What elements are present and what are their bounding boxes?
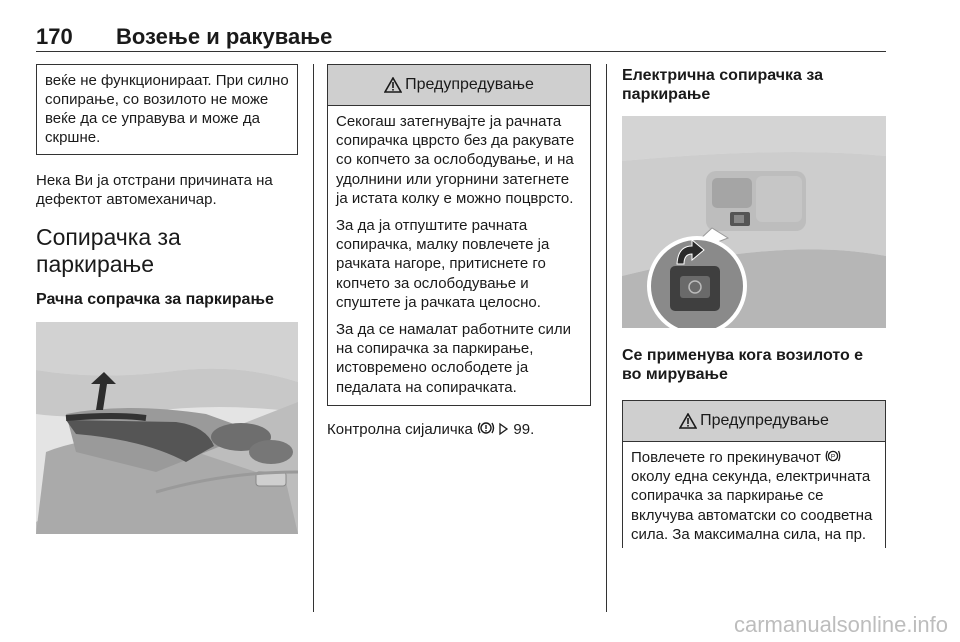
warning-text: Повлечете го прекинувачот (631, 449, 821, 466)
control-light-reference (327, 420, 591, 439)
stationary-subheading: Се применува кога возилото е во мирување (622, 347, 864, 383)
svg-text:P: P (830, 453, 836, 461)
reference-page: 99. (513, 420, 535, 438)
warning-box-electric (622, 400, 886, 548)
handbrake-photo (36, 322, 298, 534)
warning-paragraph: За да се намалат работните сили на сопирачка за паркирање, истовремено ослободете ја педалата на сопирачката. (336, 321, 571, 396)
page-title: Возење и ракување (116, 24, 333, 49)
column-2 (327, 64, 591, 439)
warning-body (328, 106, 590, 405)
electric-brake-photo (622, 116, 886, 328)
warning-title: Предупредување (700, 412, 829, 429)
handbrake-subheading: Рачна сопрачка за паркирање (36, 291, 274, 308)
warning-triangle-icon (679, 413, 697, 429)
column-divider-2 (606, 64, 607, 612)
page-header (36, 22, 886, 52)
warning-header (328, 65, 590, 106)
warning-body (623, 442, 885, 548)
parking-brake-switch-icon (825, 448, 841, 464)
watermark: carmanualsonline.info (733, 612, 948, 637)
continued-text-box (36, 64, 298, 155)
repair-paragraph: Нека Ви ја отстрани причината на дефектот автомеханичар. (36, 172, 273, 208)
warning-text-continued: околу една секунда, електричната сопирачка за паркирање се вклучува автоматски со соодветна сила. За максимална сила, на пр. (631, 468, 873, 543)
column-divider-1 (313, 64, 314, 612)
warning-title: Предупредување (405, 76, 534, 93)
electric-brake-heading: Електрична сопирачка за паркирање (622, 67, 823, 103)
page-number: 170 (36, 24, 73, 49)
page-reference-arrow-icon (499, 422, 509, 436)
warning-paragraph: За да ја отпуштите рачната сопирачка, малку повлечете ја рачката нагоре, притиснете го копчето за ослободување и спуштете ја рачката целосно. (336, 217, 550, 311)
warning-header (623, 401, 885, 442)
reference-text: Контролна сијаличка (327, 420, 473, 438)
header-rule (36, 51, 886, 52)
warning-box-handbrake (327, 64, 591, 406)
warning-triangle-icon (384, 77, 402, 93)
column-1 (36, 64, 298, 534)
brake-warning-lamp-icon (477, 420, 495, 436)
column-3 (622, 64, 886, 548)
continued-text: веќе не функционираат. При силно сопирање, со возилото не може веќе да се управува и може да скршне. (45, 72, 289, 146)
warning-paragraph: Секогаш затегнувајте ја рачната сопирачка цврсто без да ракувате со копчето за ослободување, и на удолнини или угорнини затегнете ја истата колку е можно поцврсто. (336, 113, 575, 207)
section-heading: Сопирачка за паркирање (36, 224, 181, 277)
